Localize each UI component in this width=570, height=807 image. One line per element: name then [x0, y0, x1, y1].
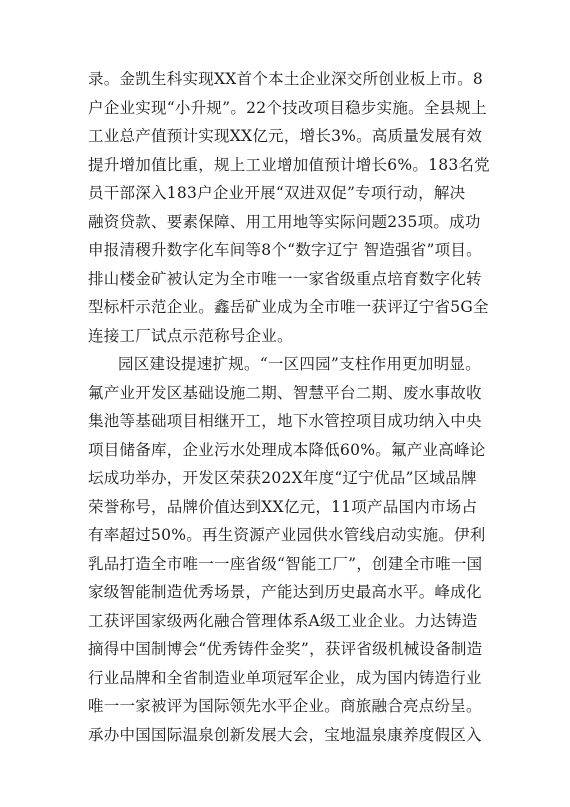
text-line: 员干部深入183户企业开展“双进双促”专项行动，解决 [88, 184, 466, 202]
text-line: 氟产业开发区基础设施二期、智慧平台二期、废水事故收 [88, 384, 482, 402]
text-line: 坛成功举办，开发区荣获202X年度“辽宁优品”区域品牌 [88, 469, 477, 487]
text-line: 户企业实现“小升规”。22个技改项目稳步实施。全县规上 [88, 99, 487, 117]
text-line: 型标杆示范企业。鑫岳矿业成为全市唯一获评辽宁省5G全 [88, 298, 489, 316]
text-line: 工业总产值预计实现XX亿元，增长3%。高质量发展有效 [88, 127, 483, 145]
text-line: 唯一一家被评为国际领先水平企业。商旅融合亮点纷呈。 [88, 697, 482, 715]
text-line: 录。金凯生科实现XX首个本土企业深交所创业板上市。8 [88, 70, 483, 88]
text-line: 行业品牌和全省制造业单项冠军企业，成为国内铸造行业 [88, 669, 482, 687]
text-line: 家级智能制造优秀场景，产能达到历史最高水平。峰成化 [88, 583, 482, 601]
text-line: 提升增加值比重，规上工业增加值预计增长6%。183名党 [88, 156, 490, 174]
text-line: 摘得中国制博会“优秀铸件金奖”，获评省级机械设备制造 [88, 640, 483, 658]
text-line: 项目储备库，企业污水处理成本降低60%。氟产业高峰论 [88, 441, 486, 459]
text-line: 排山楼金矿被认定为全市唯一一家省级重点培育数字化转 [88, 270, 482, 288]
text-line: 集池等基础项目相继开工，地下水管控项目成功纳入中央 [88, 412, 482, 430]
text-line: 荣誉称号，品牌价值达到XX亿元，11项产品国内市场占 [88, 498, 478, 516]
text-line: 承办中国国际温泉创新发展大会，宝地温泉康养度假区入 [88, 726, 482, 744]
text-line: 乳品打造全市唯一一座省级“智能工厂”，创建全市唯一国 [88, 555, 483, 573]
text-line: 融资贷款、要素保障、用工用地等实际问题235项。成功 [88, 213, 481, 231]
text-line: 申报清稷升数字化车间等8个“数字辽宁 智造强省”项目。 [88, 241, 482, 259]
text-line: 工获评国家级两化融合管理体系A级工业企业。力达铸造 [88, 612, 478, 630]
text-line: 有率超过50%。再生资源产业园供水管线启动实施。伊利 [88, 526, 486, 544]
text-line: 连接工厂试点示范称号企业。 [88, 327, 293, 345]
paragraph-first-line: 园区建设提速扩规。“一区四园”支柱作用更加明显。 [118, 355, 481, 373]
